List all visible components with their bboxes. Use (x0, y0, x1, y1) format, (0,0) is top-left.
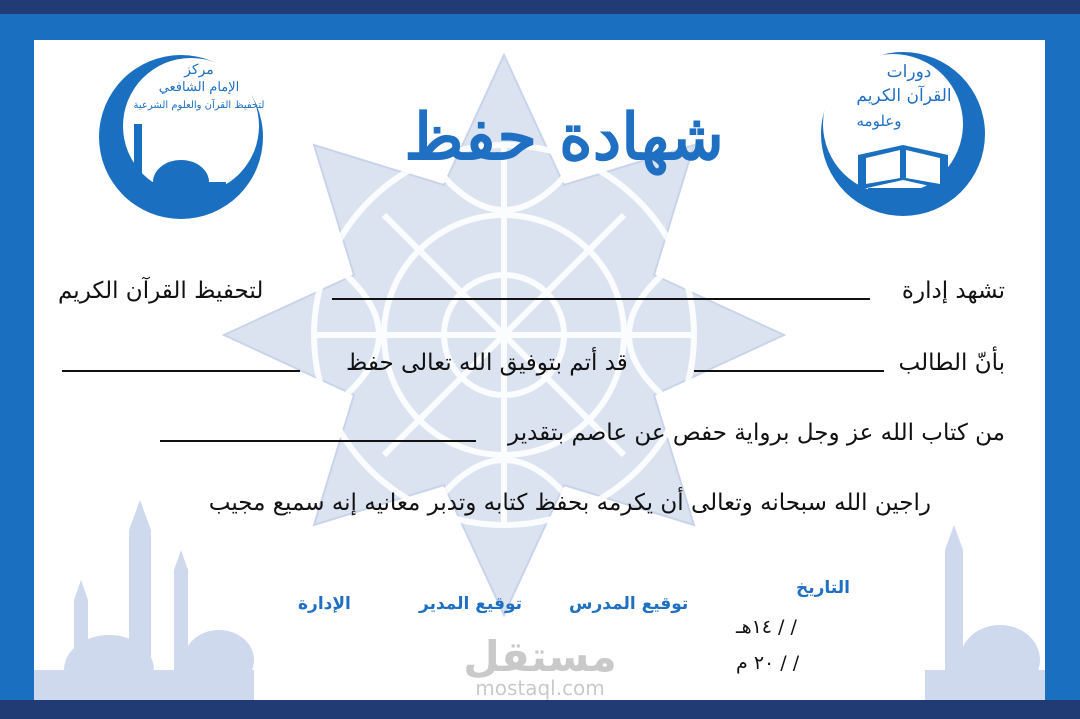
line4-text: راجين الله سبحانه وتعالى أن يكرمه بحفظ كتابه وتدبر معانيه إنه سميع مجيب (208, 490, 931, 516)
teacher-signature-label: توقيع المدرس (569, 594, 689, 614)
right-logo-line3: وعلومه (856, 112, 902, 130)
mosque-silhouette-left (34, 500, 254, 700)
gregorian-date: / / ٢٠ م (736, 652, 800, 674)
watermark-latin: mostaql.com (475, 676, 605, 700)
director-signature-label: توقيع المدير (419, 594, 523, 614)
certificate-title: شهادة حفظ (404, 100, 724, 175)
imam-shafii-center-logo (96, 54, 266, 220)
watermark-arabic: مستقل (463, 632, 617, 681)
line2-blank-student (694, 370, 884, 372)
line2-blank-amount (62, 370, 300, 372)
right-logo-line2: القرآن الكريم (856, 86, 952, 106)
date-label: التاريخ (796, 578, 850, 598)
line1-blank (332, 298, 870, 300)
mostaql-watermark (430, 632, 650, 700)
left-logo-line3: لتحفيظ القرآن والعلوم الشرعية (133, 100, 265, 111)
left-logo-line1: مركز (184, 62, 214, 78)
administration-signature-label: الإدارة (298, 594, 351, 614)
line2-mid: قد أتم بتوفيق الله تعالى حفظ (346, 350, 628, 376)
right-logo-line1: دورات (886, 62, 932, 82)
line3-blank-grade (160, 440, 476, 442)
line1-end: لتحفيظ القرآن الكريم (58, 278, 264, 304)
mosque-silhouette-right (925, 520, 1045, 700)
line1-start: تشهد إدارة (901, 278, 1005, 304)
certificate-paper (34, 40, 1045, 700)
line2-start: بأنّ الطالب (898, 350, 1005, 376)
hijri-date: / / ١٤هـ (736, 616, 797, 638)
left-logo-line2: الإمام الشافعي (158, 80, 240, 95)
line3-text: من كتاب الله عز وجل برواية حفص عن عاصم بتقدير (508, 420, 1005, 446)
